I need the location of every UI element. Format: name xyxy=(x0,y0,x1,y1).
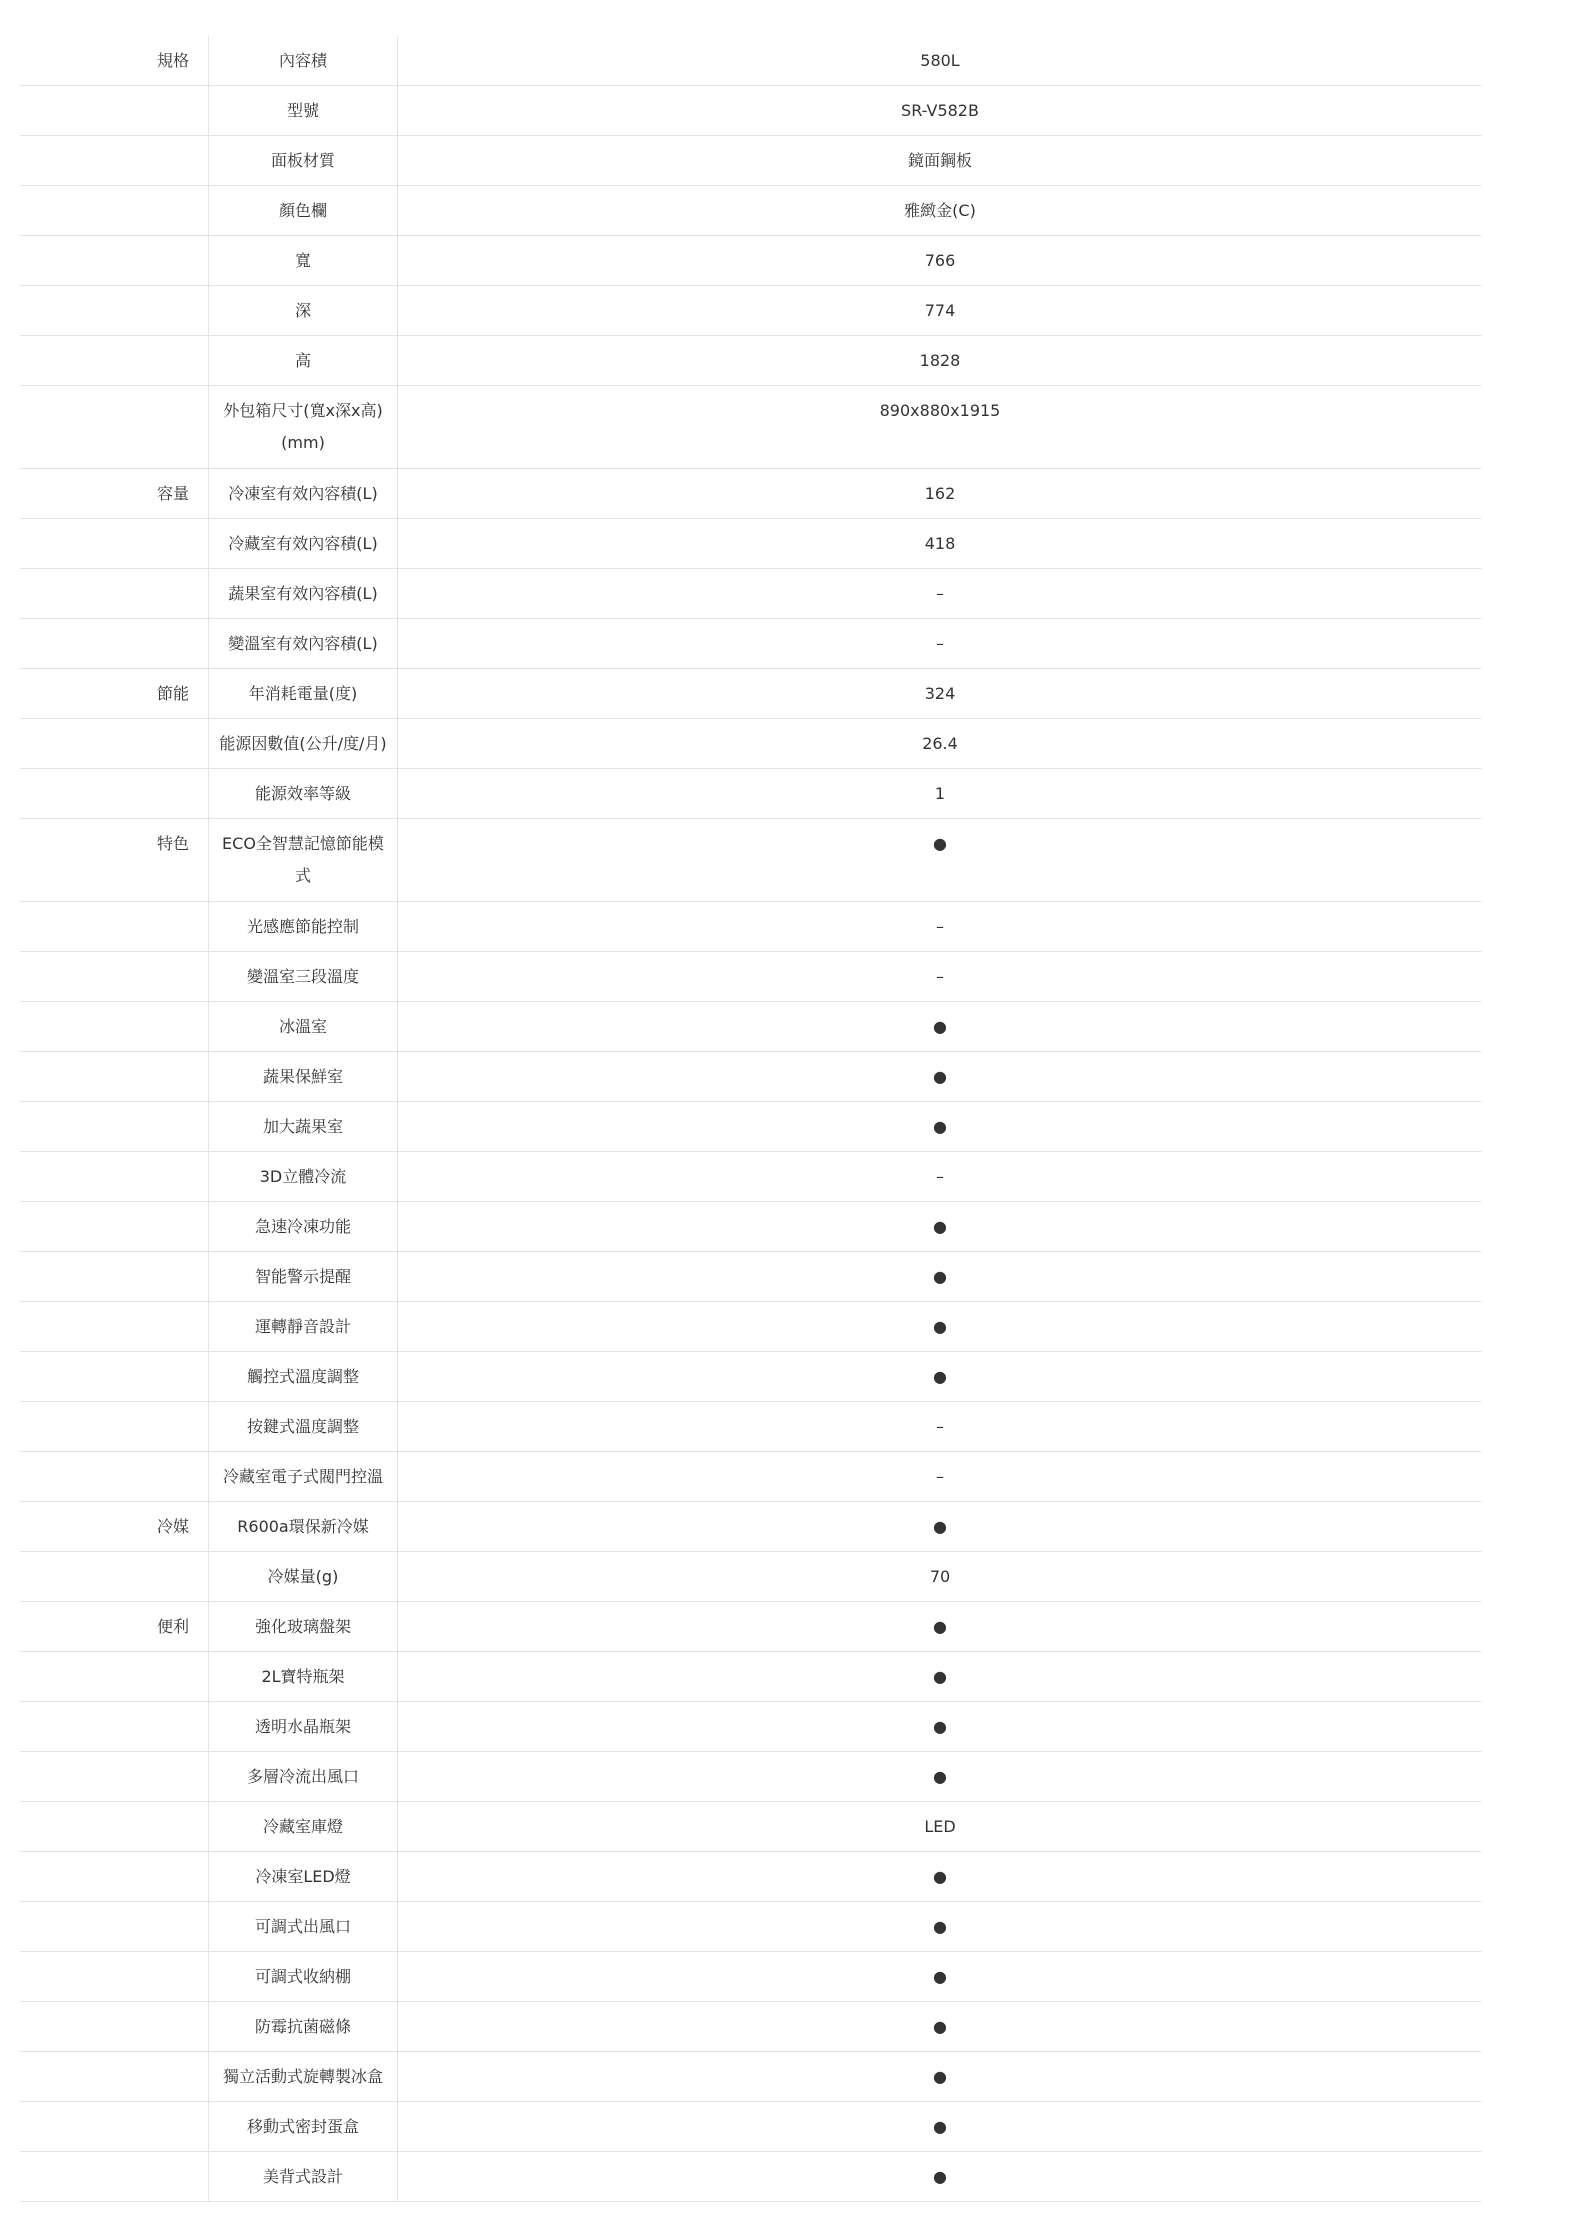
spec-value-cell: ● xyxy=(933,1667,947,1686)
spec-label-cell: 冷藏室庫燈 xyxy=(208,1802,398,1851)
table-row xyxy=(20,952,1482,1002)
category-cell: 便利 xyxy=(156,1617,189,1636)
table-row xyxy=(20,1352,1482,1402)
category-cell: 規格 xyxy=(156,51,189,70)
table-row xyxy=(20,86,1482,136)
spec-value-cell: 162 xyxy=(924,484,956,503)
table-row xyxy=(20,1002,1482,1052)
spec-value-cell: – xyxy=(936,1417,944,1436)
spec-value-cell: – xyxy=(936,584,944,603)
spec-value-cell: ● xyxy=(933,1067,947,1086)
spec-label-cell: ECO全智慧記憶節能模式 xyxy=(208,819,398,901)
table-row xyxy=(20,2152,1482,2202)
category-cell xyxy=(20,1052,208,1101)
category-cell xyxy=(20,2152,208,2201)
spec-label-cell: 變溫室三段溫度 xyxy=(208,952,398,1001)
spec-label-cell: 能源因數值(公升/度/月) xyxy=(208,719,398,768)
spec-label-cell: 深 xyxy=(208,286,398,335)
table-row xyxy=(20,2002,1482,2052)
spec-value-cell: ● xyxy=(933,1917,947,1936)
spec-value-cell: ● xyxy=(933,2017,947,2036)
spec-value-cell: 鏡面鋼板 xyxy=(907,151,972,170)
table-row xyxy=(20,469,1482,519)
spec-value-cell: ● xyxy=(933,1617,947,1636)
spec-label-cell: 可調式出風口 xyxy=(208,1902,398,1951)
table-row xyxy=(20,1752,1482,1802)
category-cell xyxy=(20,1852,208,1901)
category-cell xyxy=(20,236,208,285)
spec-label-cell: R600a環保新冷媒 xyxy=(208,1502,398,1551)
spec-value-cell: ● xyxy=(933,1767,947,1786)
spec-table xyxy=(20,36,1482,2202)
spec-value-cell: ● xyxy=(933,1867,947,1886)
spec-label-cell: 變溫室有效內容積(L) xyxy=(208,619,398,668)
spec-value-cell: SR-V582B xyxy=(901,101,979,120)
spec-label-cell: 觸控式溫度調整 xyxy=(208,1352,398,1401)
spec-value-cell: 26.4 xyxy=(922,734,958,753)
spec-value-cell: 1 xyxy=(934,784,946,803)
spec-value-cell: ● xyxy=(933,1217,947,1236)
table-row xyxy=(20,1802,1482,1852)
category-cell xyxy=(20,1002,208,1051)
category-cell xyxy=(20,136,208,185)
spec-label-cell: 冷媒量(g) xyxy=(208,1552,398,1601)
spec-value-cell: ● xyxy=(933,1017,947,1036)
category-cell xyxy=(20,769,208,818)
category-cell xyxy=(20,1702,208,1751)
table-row xyxy=(20,1252,1482,1302)
category-cell xyxy=(20,1652,208,1701)
spec-label-cell: 寬 xyxy=(208,236,398,285)
category-cell xyxy=(20,2102,208,2151)
table-row xyxy=(20,336,1482,386)
spec-value-cell: ● xyxy=(933,1317,947,1336)
spec-label-cell: 移動式密封蛋盒 xyxy=(208,2102,398,2151)
spec-label-cell: 冷凍室有效內容積(L) xyxy=(208,469,398,518)
spec-value-cell: 418 xyxy=(924,534,956,553)
spec-value-cell: – xyxy=(936,1467,944,1486)
table-row xyxy=(20,1052,1482,1102)
spec-label-cell: 蔬果保鮮室 xyxy=(208,1052,398,1101)
spec-label-cell: 冷藏室有效內容積(L) xyxy=(208,519,398,568)
category-cell xyxy=(20,1102,208,1151)
spec-value-cell: ● xyxy=(933,2167,947,2186)
spec-label-cell: 美背式設計 xyxy=(208,2152,398,2201)
category-cell xyxy=(20,1802,208,1851)
table-row xyxy=(20,1552,1482,1602)
spec-value-cell: – xyxy=(936,967,944,986)
table-row xyxy=(20,236,1482,286)
spec-value-cell: – xyxy=(936,917,944,936)
spec-value-cell: ● xyxy=(933,1517,947,1536)
spec-value-cell: 890x880x1915 xyxy=(879,401,1001,420)
spec-value-cell: ● xyxy=(933,2117,947,2136)
table-row xyxy=(20,819,1482,902)
spec-label-cell: 運轉靜音設計 xyxy=(208,1302,398,1351)
spec-label-cell: 冰溫室 xyxy=(208,1002,398,1051)
table-row xyxy=(20,286,1482,336)
spec-label-cell: 顏色欄 xyxy=(208,186,398,235)
table-row xyxy=(20,136,1482,186)
table-row xyxy=(20,1852,1482,1902)
category-cell xyxy=(20,286,208,335)
category-cell xyxy=(20,569,208,618)
spec-value-cell: – xyxy=(936,1167,944,1186)
spec-label-cell: 獨立活動式旋轉製冰盒 xyxy=(208,2052,398,2101)
spec-label-cell: 強化玻璃盤架 xyxy=(208,1602,398,1651)
spec-value-cell: 774 xyxy=(924,301,956,320)
category-cell xyxy=(20,1352,208,1401)
category-cell xyxy=(20,902,208,951)
spec-label-cell: 多層冷流出風口 xyxy=(208,1752,398,1801)
category-cell: 節能 xyxy=(156,684,189,703)
table-row xyxy=(20,1102,1482,1152)
table-row xyxy=(20,1452,1482,1502)
category-cell xyxy=(20,2002,208,2051)
spec-label-cell: 光感應節能控制 xyxy=(208,902,398,951)
spec-label-cell: 透明水晶瓶架 xyxy=(208,1702,398,1751)
spec-label-cell: 冷凍室LED燈 xyxy=(208,1852,398,1901)
spec-label-cell: 年消耗電量(度) xyxy=(208,669,398,718)
spec-label-cell: 外包箱尺寸(寬x深x高)(mm) xyxy=(208,386,398,468)
category-cell xyxy=(20,519,208,568)
table-row xyxy=(20,1202,1482,1252)
category-cell xyxy=(20,1452,208,1501)
spec-label-cell: 能源效率等級 xyxy=(208,769,398,818)
spec-label-cell: 面板材質 xyxy=(208,136,398,185)
spec-value-cell: ● xyxy=(933,1967,947,1986)
spec-value-cell: ● xyxy=(933,1267,947,1286)
spec-value-cell: 580L xyxy=(920,51,960,70)
spec-value-cell: ● xyxy=(933,834,947,853)
category-cell xyxy=(20,719,208,768)
spec-label-cell: 可調式收納棚 xyxy=(208,1952,398,2001)
table-row xyxy=(20,1302,1482,1352)
table-row xyxy=(20,902,1482,952)
table-row xyxy=(20,1152,1482,1202)
category-cell xyxy=(20,386,208,468)
category-cell xyxy=(20,619,208,668)
category-cell: 冷媒 xyxy=(156,1517,189,1536)
category-cell xyxy=(20,1902,208,1951)
spec-value-cell: 70 xyxy=(929,1567,951,1586)
category-cell xyxy=(20,1552,208,1601)
table-row xyxy=(20,1502,1482,1552)
spec-value-cell: 766 xyxy=(924,251,956,270)
category-cell: 容量 xyxy=(156,484,189,503)
table-row xyxy=(20,1902,1482,1952)
spec-label-cell: 蔬果室有效內容積(L) xyxy=(208,569,398,618)
spec-label-cell: 內容積 xyxy=(208,36,398,85)
spec-label-cell: 按鍵式溫度調整 xyxy=(208,1402,398,1451)
spec-value-cell: ● xyxy=(933,2067,947,2086)
table-row xyxy=(20,2102,1482,2152)
table-row xyxy=(20,186,1482,236)
category-cell xyxy=(20,1302,208,1351)
table-row xyxy=(20,519,1482,569)
spec-label-cell: 智能警示提醒 xyxy=(208,1252,398,1301)
spec-label-cell: 型號 xyxy=(208,86,398,135)
spec-value-cell: ● xyxy=(933,1367,947,1386)
spec-value-cell: LED xyxy=(924,1817,956,1836)
spec-label-cell: 冷藏室電子式閥門控溫 xyxy=(208,1452,398,1501)
spec-label-cell: 高 xyxy=(208,336,398,385)
spec-value-cell: ● xyxy=(933,1717,947,1736)
category-cell xyxy=(20,1202,208,1251)
category-cell xyxy=(20,1252,208,1301)
spec-label-cell: 3D立體冷流 xyxy=(208,1152,398,1201)
spec-value-cell: ● xyxy=(933,1117,947,1136)
table-row xyxy=(20,669,1482,719)
table-row xyxy=(20,769,1482,819)
spec-value-cell: – xyxy=(936,634,944,653)
table-row xyxy=(20,36,1482,86)
category-cell xyxy=(20,336,208,385)
spec-label-cell: 加大蔬果室 xyxy=(208,1102,398,1151)
table-row xyxy=(20,1652,1482,1702)
spec-label-cell: 防霉抗菌磁條 xyxy=(208,2002,398,2051)
category-cell xyxy=(20,1752,208,1801)
table-row xyxy=(20,1402,1482,1452)
spec-label-cell: 急速冷凍功能 xyxy=(208,1202,398,1251)
table-row xyxy=(20,1952,1482,2002)
table-row xyxy=(20,619,1482,669)
spec-label-cell: 2L寶特瓶架 xyxy=(208,1652,398,1701)
table-row xyxy=(20,386,1482,469)
table-row xyxy=(20,569,1482,619)
category-cell xyxy=(20,86,208,135)
table-row xyxy=(20,1702,1482,1752)
category-cell xyxy=(20,1152,208,1201)
table-row xyxy=(20,1602,1482,1652)
spec-value-cell: 324 xyxy=(924,684,956,703)
category-cell xyxy=(20,1952,208,2001)
spec-value-cell: 1828 xyxy=(919,351,961,370)
table-row xyxy=(20,719,1482,769)
category-cell: 特色 xyxy=(156,834,189,853)
category-cell xyxy=(20,952,208,1001)
table-row xyxy=(20,2052,1482,2102)
category-cell xyxy=(20,1402,208,1451)
category-cell xyxy=(20,186,208,235)
category-cell xyxy=(20,2052,208,2101)
spec-value-cell: 雅緻金(C) xyxy=(904,201,976,220)
